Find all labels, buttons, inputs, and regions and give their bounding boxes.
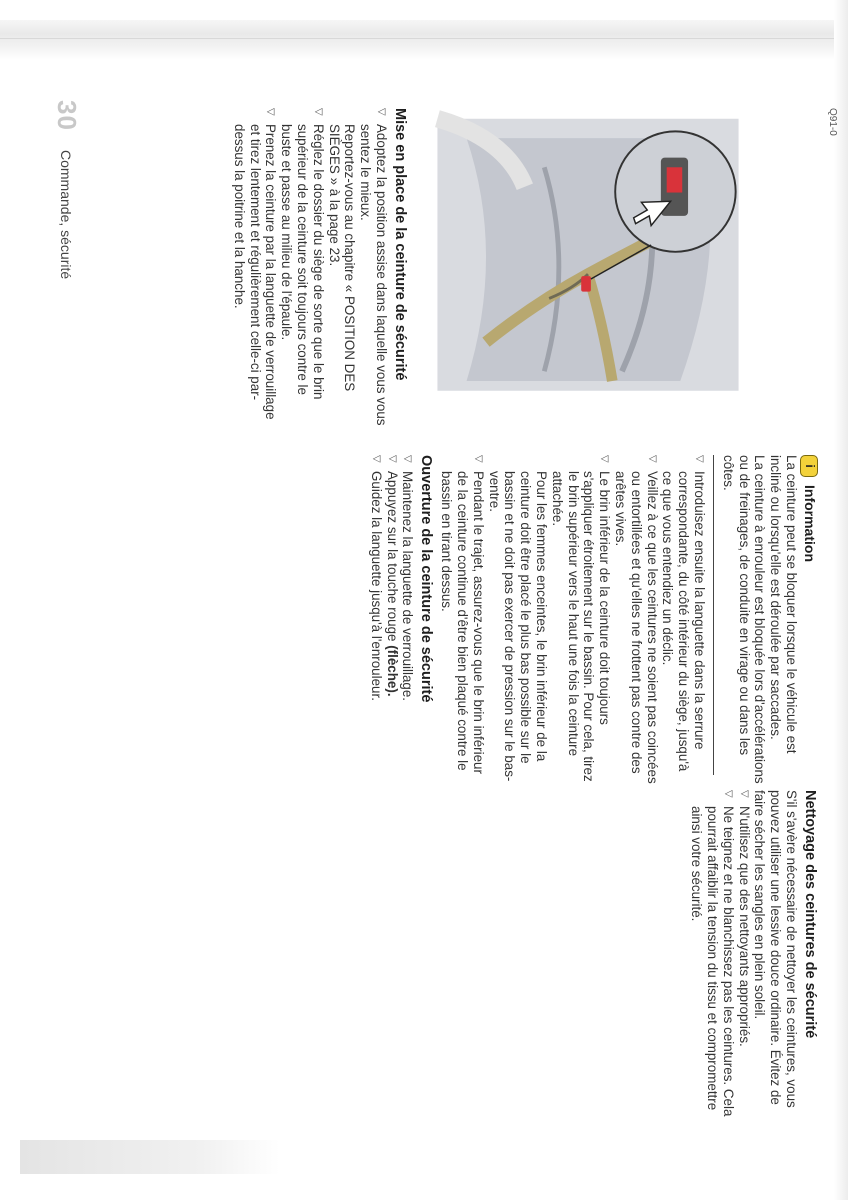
column-mise-en-place	[231, 108, 408, 428]
information-paragraph: La ceinture peut se bloquer lorsque le véhicule est incliné ou lorsqu'elle est déroulée par saccades.	[768, 455, 799, 754]
bullet-item	[384, 455, 400, 785]
information-paragraph: La ceinture à enrouleur est bloquée lors d'accélérations ou de freinages, de conduite en virage ou dans les côtes.	[720, 455, 768, 784]
bullet-item: ▽ Introduisez ensuite la languette dans la serrure correspondante, du côté intérieur du siège, jusqu'à ce que vous entendiez un déclic.	[660, 455, 707, 785]
seat-belt-illustration	[418, 90, 758, 400]
figure-code: Q91-0	[827, 108, 838, 136]
bullet-item: Pour les femmes enceintes, le brin inférieur de la ceinture doit être placé le plus bas possible sur le bassin et ne doit pas exercer de pression sur le bas-ventre.	[486, 471, 550, 782]
bullet-item: ▽ N'utilisez que des nettoyants appropriés.	[736, 790, 752, 1125]
heading-mise-en-place: Mise en place de la ceinture de sécurité	[392, 108, 408, 381]
info-icon: i	[800, 455, 818, 477]
divider	[713, 455, 714, 775]
nettoyage-intro: S'il s'avère nécessaire de nettoyer les ceintures, vous pouvez utiliser une lessive douce ordinaire. Évitez de faire sécher les sangles en plein soleil.	[752, 790, 799, 1108]
buckle-red-button	[581, 276, 591, 292]
information-title: Information	[801, 485, 818, 562]
bullet-item: ▽ Prenez la ceinture par la languette de verrouillage et tirez lentement et régulièrement celle-ci par-dessus la poitrine et la hanche.	[231, 108, 278, 428]
bullet-text: Appuyez sur la touche rouge	[384, 471, 400, 642]
heading-nettoyage: Nettoyage des ceintures de sécurité	[802, 790, 818, 1039]
information-header	[800, 455, 818, 785]
bullet-item: ▽ Réglez le dossier du siège de sorte que le brin supérieur de la ceinture soit toujours contre le buste et passe au milieu de l'épaule.	[278, 108, 325, 428]
bullet-item: ▽ Maintenez la languette de verrouillage.	[400, 455, 416, 785]
column-information	[368, 455, 818, 785]
section-title: Commande, sécurité	[58, 150, 74, 280]
bullet-item: ▽ Pendant le trajet, assurez-vous que le brin inférieur de la ceinture continue d'être bien plaqué contre le bassin en tirant dessus.	[438, 455, 485, 785]
bullet-item: ▽ Adoptez la position assise dans laquelle vous vous sentez le mieux.	[357, 108, 389, 428]
bullet-item: ▽ Le brin inférieur de la ceinture doit toujours s'appliquer étroitement sur le bassin. Pour cela, tirez le brin supérieur vers le haut une fois la ceinture attachée.	[549, 455, 612, 785]
page-number: 30	[52, 100, 82, 131]
bullet-item: ▽ Ne teignez et ne blanchissez pas les ceintures. Cela pourrait affaiblir la tension du tissu et compromettre ainsi votre sécurité.	[688, 790, 735, 1125]
bullet-item: Reportez-vous au chapitre « POSITION DES SIÈGES » à la page 23.	[326, 124, 358, 392]
fleche-label: (flèche).	[384, 645, 400, 697]
bullet-item: ▽ Guidez la languette jusqu'à l'enrouleur.	[368, 455, 384, 785]
column-nettoyage	[688, 790, 818, 1125]
heading-ouverture: Ouverture de la ceinture de sécurité	[418, 455, 435, 703]
bullet-item: ▽ Veillez à ce que les ceintures ne soient pas coincées ou entortillées et qu'elles ne frottent pas contre des arêtes vives.	[612, 455, 659, 785]
